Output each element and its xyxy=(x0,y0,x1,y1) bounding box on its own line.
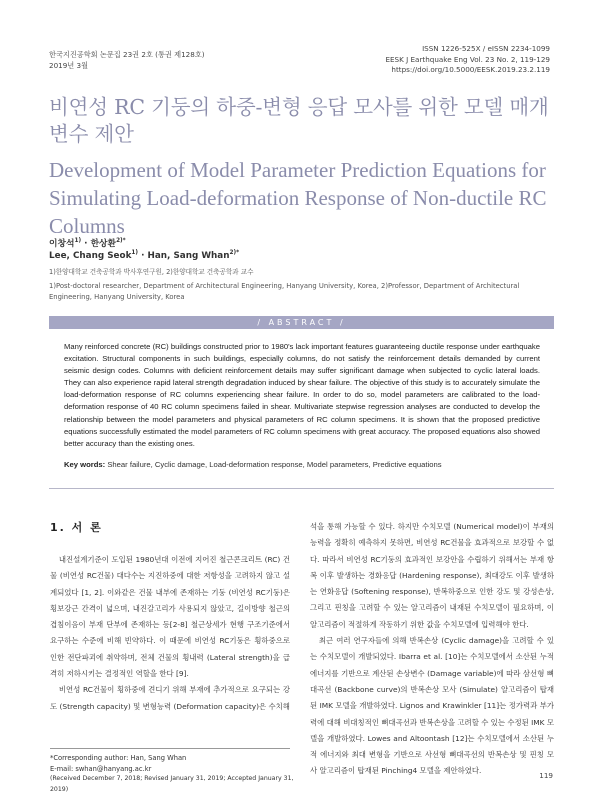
body-column-right xyxy=(310,519,554,780)
abstract-heading-bar: / ABSTRACT / xyxy=(49,316,554,329)
journal-header-left xyxy=(49,50,205,71)
author-2-en: Han, Sang Whan xyxy=(147,250,230,261)
author-2-en-sup: 2)* xyxy=(229,250,240,256)
author-email[interactable]: E-mail: swhan@hanyang.ac.kr xyxy=(50,764,152,773)
issue-date-ko: 2019년 3월 xyxy=(49,60,89,70)
paragraph: 내진설계기준이 도입된 1980년대 이전에 지어진 철근콘크리트 (RC) 건물 (비연성 RC건물) 대다수는 지진하중에 대한 저항성을 고려하지 않고 설계되었다 [1, 2]. 이와같은 건물 내부에 존재하는 기둥 (비연성 RC기둥)은 횡보강근 간격이 넓으며, 내진갈고리가 사용되지 않았고, 길이방향 철근의 겹침이음이 부재 단부에 존재하는 등[2-8] 철근상세가 현행 구조기준에서 요구하는 수준에 비해 빈약하다. 이 때문에 비연성 RC기둥은 횡하중으로 인한 전단파괴에 취약하며, 전체 건물의 횡내력 (Lateral strength)을 급격히 저하시키는 결정적인 역할을 한다 [9]. xyxy=(50,555,290,679)
doi-link[interactable]: https://doi.org/10.5000/EESK.2019.23.2.119 xyxy=(391,65,550,74)
author-2-ko-sup: 2)* xyxy=(116,238,126,245)
paragraph: 비연성 RC건물이 횡하중에 견디기 위해 부재에 추가적으로 요구되는 강도 (Strength capacity) 및 변형능력 (Deformation capacity)은 수치해 xyxy=(50,685,290,711)
authors-english xyxy=(49,250,239,261)
affiliation-korean: 1)한양대학교 건축공학과 박사후연구원, 2)한양대학교 건축공학과 교수 xyxy=(49,268,254,276)
issn: ISSN 1226-525X / eISSN 2234-1099 xyxy=(422,44,550,53)
title-korean: 비연성 RC 기둥의 하중-변형 응답 모사를 위한 모델 매개변수 제안 xyxy=(49,95,549,146)
author-1-ko-sup: 1) xyxy=(74,238,82,245)
author-1-ko: 이창석 xyxy=(49,239,75,249)
keywords xyxy=(64,460,540,469)
footnote-divider xyxy=(50,748,290,749)
author-separator-ko: · xyxy=(81,239,91,249)
author-2-ko: 한상환 xyxy=(90,239,117,249)
abstract-text: Many reinforced concrete (RC) buildings constructed prior to 1980's lack important features guaranteeing ductile response under earthquake excitation. Structural components in such buildings, especially columns, do not satisfy the reinforcement details demanded by current seismic design codes. Columns with deficient reinforcement details may suffer significant damage when subjected to cyclic lateral loads. They can also experience rapid lateral strength degradation induced by shear failure. The objective of this study is to accurately simulate the load-deformation response of RC columns experiencing shear failure. In order to do so, model parameters are calibrated to the load-deformation response of 40 RC column specimens failed in shear. Multivariate stepwise regression analyses are conducted to develop the relationship between the model parameters and physical parameters of RC column specimens. It is shown that the proposed predictive equations successfully estimated the model parameters of RC column specimens with great accuracy. The proposed equations also showed better accuracy than the existing ones. xyxy=(64,342,540,448)
body-column-left xyxy=(50,552,290,715)
page-number: 119 xyxy=(539,771,553,780)
affiliation-english: 1)Post-doctoral researcher, Department of Architectural Engineering, Hanyang University, Korea, 2)Professor, Department of Architectural Engineering, Hanyang University, Korea xyxy=(49,282,520,301)
section-divider xyxy=(49,488,554,489)
corresponding-author: *Corresponding author: Han, Sang Whan xyxy=(50,754,187,762)
keywords-label: Key words: xyxy=(64,460,106,469)
author-separator-en: · xyxy=(138,250,148,261)
footnote xyxy=(50,753,295,795)
journal-name-en: EESK J Earthquake Eng Vol. 23 No. 2, 119-129 xyxy=(385,54,550,64)
journal-name-ko: 한국지진공학회 논문집 23권 2호 (통권 제128호) xyxy=(49,50,205,59)
keywords-list: Shear failure, Cyclic damage, Load-deformation response, Model parameters, Predictive equations xyxy=(107,460,442,469)
author-1-en: Lee, Chang Seok xyxy=(49,250,132,261)
received-dates: (Received December 7, 2018; Revised January 31, 2019; Accepted January 31, 2019) xyxy=(50,775,294,793)
title-english: Development of Model Parameter Prediction Equations for Simulating Load-deformation Response of Non-ductile RC Columns xyxy=(49,158,547,238)
section-heading-introduction: 1. 서 론 xyxy=(50,521,103,534)
journal-header-right xyxy=(385,44,550,76)
paragraph: 최근 여러 연구자들에 의해 반복손상 (Cyclic damage)을 고려할 수 있는 수치모델이 개발되었다. Ibarra et al. [10]는 수치모델에서 소산된 누적에너지를 기반으로 계산된 손상변수 (Damage variable)에 따라 삼선형 뼈대곡선 (Backbone curve)의 반복손상 모사 (Simulate) 알고리즘이 탑재된 IMK 모델을 개발하였다. Lignos and Krawinkler [11]는 정가력과 부가력에 대해 비대칭적인 뼈대곡선과 반복손상을 고려할 수 있는 수정된 IMK 모델을 개발하였다. Lowes and Altoontash [12]는 수치모델에서 소산된 누적 에너지와 최대 변형을 기반으로 사선형 뼈대곡선의 반복손상 및 핀칭 모사 알고리즘이 탑재된 Pinching4 모델을 제안하였다. xyxy=(310,636,554,776)
author-1-en-sup: 1) xyxy=(131,250,139,256)
paragraph: 석을 통해 가능할 수 있다. 하지만 수치모델 (Numerical model)이 부재의 능력을 정확히 예측하지 못하면, 비연성 RC건물을 효과적으로 보강할 수 없다. 따라서 비연성 RC기둥의 효과적인 보강안을 수립하기 위해서는 부재 항복 이후 발생하는 경화응답 (Hardening response), 최대강도 이후 발생하는 연화응답 (Softening response), 반복하중으로 인한 강도 및 강성손상, 그리고 핀칭을 고려할 수 있는 알고리즘이 내재된 수치모델이 필요하며, 이 알고리즘이 적절하게 작동하기 위한 값을 수치모델에 입력해야 한다. xyxy=(310,522,554,629)
authors-korean xyxy=(49,236,126,249)
